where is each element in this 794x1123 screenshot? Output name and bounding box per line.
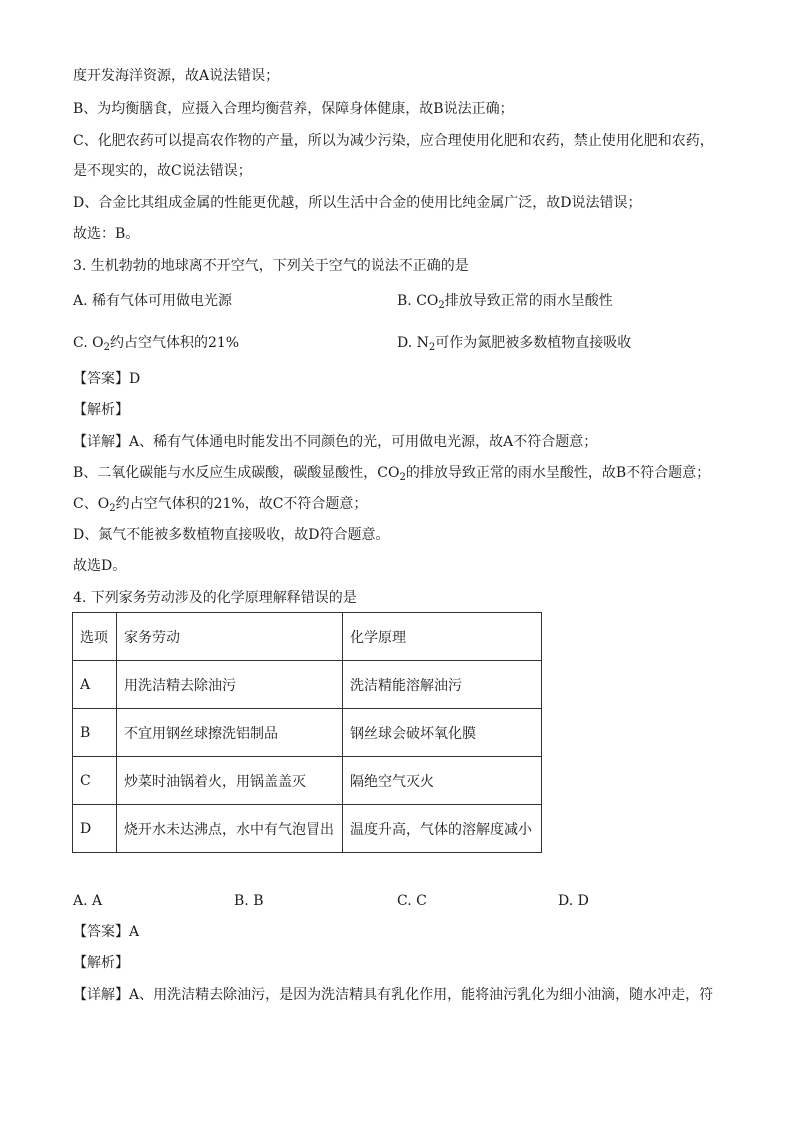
table-cell: B <box>73 709 117 757</box>
q3-option-d: D. $N_2$可作为氮肥被多数植物直接吸收 <box>397 335 632 353</box>
q3-choose: 故选D。 <box>73 558 127 574</box>
table-row <box>73 805 542 853</box>
table-cell: D <box>73 805 117 853</box>
text-line: 是不现实的，故C说法错误； <box>73 163 252 179</box>
q4-option-b: B. B <box>234 893 264 909</box>
table-row <box>73 661 542 709</box>
table-header-cell: 化学原理 <box>343 613 542 661</box>
question-4-stem: 4. 下列家务劳动涉及的化学原理解释错误的是 <box>73 590 357 606</box>
table-header-cell: 选项 <box>73 613 117 661</box>
table-cell: 隔绝空气灭火 <box>343 757 542 805</box>
q3-option-a: A. 稀有气体可用做电光源 <box>73 293 233 309</box>
table-cell: 用洗洁精去除油污 <box>117 661 343 709</box>
table-cell: 烧开水未达沸点，水中有气泡冒出 <box>117 805 343 853</box>
table-cell: A <box>73 661 117 709</box>
question-3-stem: 3. 生机勃勃的地球离不开空气，下列关于空气的说法不正确的是 <box>73 258 469 274</box>
table-header-cell: 家务劳动 <box>117 613 343 661</box>
table-row <box>73 757 542 805</box>
table-cell: 不宜用钢丝球擦洗铝制品 <box>117 709 343 757</box>
table-cell: 洗洁精能溶解油污 <box>343 661 542 709</box>
table-cell: 钢丝球会破坏氧化膜 <box>343 709 542 757</box>
table-cell: C <box>73 757 117 805</box>
q3-explanation-b: B、二氧化碳能与水反应生成碳酸，碳酸显酸性，$CO_2$的排放导致正常的雨水呈酸性，故B不符合题意； <box>73 465 711 483</box>
q3-option-b: B. $CO_2$排放导致正常的雨水呈酸性 <box>397 293 613 311</box>
q4-option-a: A. A <box>73 893 103 909</box>
q4-explanation-a: 【详解】A、用洗洁精去除油污，是因为洗洁精具有乳化作用，能将油污乳化为细小油滴，随水冲走，符 <box>73 987 714 1003</box>
q3-analysis-label: 【解析】 <box>73 402 129 418</box>
table-cell: 温度升高，气体的溶解度减小 <box>343 805 542 853</box>
q4-answer: 【答案】A <box>73 924 140 940</box>
q3-explanation-c: C、$O_2$约占空气体积的21%，故C不符合题意； <box>73 496 368 514</box>
text-line: B、为均衡膳食，应摄入合理均衡营养，保障身体健康，故B说法正确； <box>73 101 514 117</box>
text-line: 度开发海洋资源，故A说法错误； <box>73 68 280 84</box>
text-line: 故选：B。 <box>73 226 140 242</box>
q4-analysis-label: 【解析】 <box>73 955 129 971</box>
table-row <box>73 709 542 757</box>
q3-explanation-a: 【详解】A、稀有气体通电时能发出不同颜色的光，可用做电光源，故A不符合题意； <box>73 434 598 450</box>
q4-table <box>72 612 542 853</box>
q3-answer: 【答案】D <box>73 371 141 387</box>
q4-option-d: D. D <box>558 893 589 909</box>
table-header-row <box>73 613 542 661</box>
q3-option-c: C. $O_2$约占空气体积的21% <box>73 335 240 353</box>
text-line: C、化肥农药可以提高农作物的产量，所以为减少污染，应合理使用化肥和农药，禁止使用化肥和农药， <box>73 133 714 149</box>
text-line: D、合金比其组成金属的性能更优越，所以生活中合金的使用比纯金属广泛，故D说法错误； <box>73 195 642 211</box>
q3-explanation-d: D、氮气不能被多数植物直接吸收，故D符合题意。 <box>73 527 390 543</box>
q4-option-c: C. C <box>397 893 427 909</box>
table-cell: 炒菜时油锅着火，用锅盖盖灭 <box>117 757 343 805</box>
